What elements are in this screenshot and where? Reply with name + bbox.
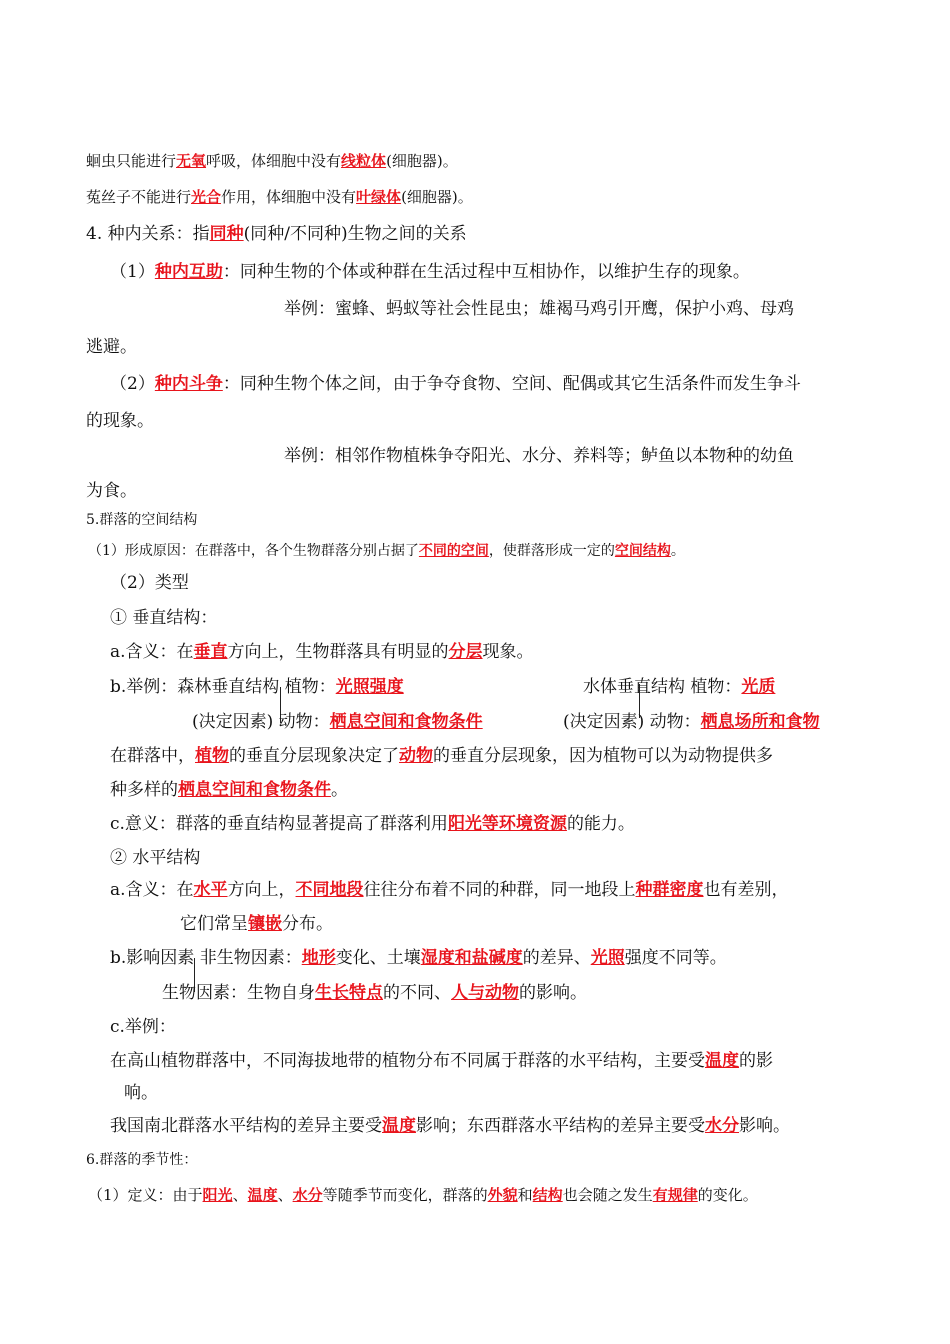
answer-blank: 栖息空间和食物条件 [329, 712, 483, 732]
line-vertical-significance: c.意义：群落的垂直结构显著提高了群落利用阳光等环境资源的能力。 [110, 814, 635, 834]
line-struggle-example-cont: 为食。 [86, 481, 137, 501]
answer-blank: 外貌 [487, 1186, 518, 1204]
answer-blank: 叶绿体 [356, 188, 402, 206]
answer-blank: 种内互助 [154, 262, 223, 282]
line-intraspecific-struggle: （2）种内斗争：同种生物个体之间，由于争夺食物、空间、配偶或其它生活条件而发生争斗 [110, 374, 801, 394]
line-influencing-factors: b.影响因素 非生物因素：地形变化、土壤湿度和盐碱度的差异、光照强度不同等。 [110, 948, 727, 968]
line-horizontal-meaning: a.含义：在水平方向上，不同地段往往分布着不同的种群，同一地段上种群密度也有差别， [110, 880, 789, 900]
answer-blank: 水分 [705, 1116, 739, 1136]
line-horizontal-meaning-cont: 它们常呈镶嵌分布。 [180, 914, 333, 934]
answer-blank: 生长特点 [315, 983, 383, 1003]
answer-blank: 温度 [382, 1116, 416, 1136]
line-mutual-aid-example-cont: 逃避。 [86, 337, 137, 357]
answer-blank: 人与动物 [451, 983, 519, 1003]
answer-blank: 光照 [590, 948, 625, 968]
section-heading-intraspecific: 4. 种内关系：指同种(同种/不同种)生物之间的关系 [86, 224, 467, 244]
answer-blank: 有规律 [652, 1186, 698, 1204]
answer-blank: 不同地段 [295, 880, 364, 900]
answer-blank: 种内斗争 [154, 374, 223, 394]
line-plant-animal-layering-cont: 种多样的栖息空间和食物条件。 [110, 780, 348, 800]
answer-blank: 结构 [532, 1186, 563, 1204]
section-heading-spatial-structure: 5.群落的空间结构 [86, 512, 198, 528]
answer-blank: 植物 [195, 746, 229, 766]
line-vertical-example-water-animal: (决定因素) 动物：栖息场所和食物 [563, 712, 820, 732]
answer-blank: 种群密度 [635, 880, 704, 900]
line-vertical-example-forest: b.举例：森林垂直结构 植物：光照强度 [110, 677, 404, 697]
subheading-vertical-structure: ① 垂直结构： [110, 608, 218, 628]
answer-blank: 分层 [448, 642, 483, 662]
answer-blank: 地形 [301, 948, 336, 968]
answer-blank: 光质 [741, 677, 776, 697]
answer-blank: 线粒体 [341, 152, 387, 170]
line-formation-cause: （1）形成原因：在群落中，各个生物群落分别占据了不同的空间，使群落形成一定的空间结构。 [88, 543, 685, 559]
answer-blank: 光照强度 [335, 677, 404, 697]
line-vertical-meaning: a.含义：在垂直方向上，生物群落具有明显的分层现象。 [110, 642, 534, 662]
answer-blank: 栖息场所和食物 [700, 712, 820, 732]
line-struggle-example: 举例：相邻作物植株争夺阳光、水分、养料等；鲈鱼以本物种的幼鱼 [284, 446, 794, 466]
line-alpine-example-cont: 响。 [124, 1083, 158, 1103]
line-seasonality-definition: （1）定义：由于阳光、温度、水分等随季节而变化，群落的外貌和结构也会随之发生有规律的变化。 [88, 1186, 758, 1204]
answer-blank: 温度 [247, 1186, 278, 1204]
answer-blank: 栖息空间和食物条件 [178, 780, 331, 800]
line-plant-animal-layering: 在群落中，植物的垂直分层现象决定了动物的垂直分层现象，因为植物可以为动物提供多 [110, 746, 773, 766]
answer-blank: 阳光 [202, 1186, 233, 1204]
answer-blank: 水分 [292, 1186, 323, 1204]
answer-blank: 阳光等环境资源 [447, 814, 567, 834]
line-roundworm: 蛔虫只能进行无氧呼吸，体细胞中没有线粒体(细胞器)。 [86, 152, 458, 170]
line-alpine-example: 在高山植物群落中，不同海拔地带的植物分布不同属于群落的水平结构，主要受温度的影 [110, 1051, 773, 1071]
subheading-horizontal-structure: ② 水平结构 [110, 848, 201, 868]
answer-blank: 动物 [399, 746, 433, 766]
line-dodder: 菟丝子不能进行光合作用，体细胞中没有叶绿体(细胞器)。 [86, 188, 473, 206]
line-north-south-east-west: 我国南北群落水平结构的差异主要受温度影响；东西群落水平结构的差异主要受水分影响。 [110, 1116, 790, 1136]
answer-blank: 垂直 [193, 642, 228, 662]
line-mutual-aid: （1）种内互助：同种生物的个体或种群在生活过程中互相协作，以维护生存的现象。 [110, 262, 750, 282]
line-mutual-aid-example: 举例：蜜蜂、蚂蚁等社会性昆虫；雄褐马鸡引开鹰，保护小鸡、母鸡 [284, 299, 794, 319]
answer-blank: 空间结构 [614, 543, 671, 559]
line-vertical-example-forest-animal: (决定因素) 动物：栖息空间和食物条件 [192, 712, 483, 732]
answer-blank: 不同的空间 [418, 543, 489, 559]
section-heading-seasonality: 6.群落的季节性： [86, 1152, 198, 1168]
answer-blank: 湿度和盐碱度 [420, 948, 523, 968]
answer-blank: 无氧 [176, 152, 207, 170]
line-horizontal-example-label: c.举例： [110, 1017, 176, 1037]
answer-blank: 同种 [209, 224, 244, 244]
line-intraspecific-struggle-cont: 的现象。 [86, 411, 154, 431]
answer-blank: 光合 [191, 188, 222, 206]
line-vertical-example-water: 水体垂直结构 植物：光质 [583, 677, 776, 697]
line-biotic-factors: 生物因素：生物自身生长特点的不同、人与动物的影响。 [162, 983, 587, 1003]
line-types: （2）类型 [110, 573, 189, 593]
answer-blank: 水平 [193, 880, 228, 900]
answer-blank: 温度 [705, 1051, 739, 1071]
answer-blank: 镶嵌 [248, 914, 282, 934]
